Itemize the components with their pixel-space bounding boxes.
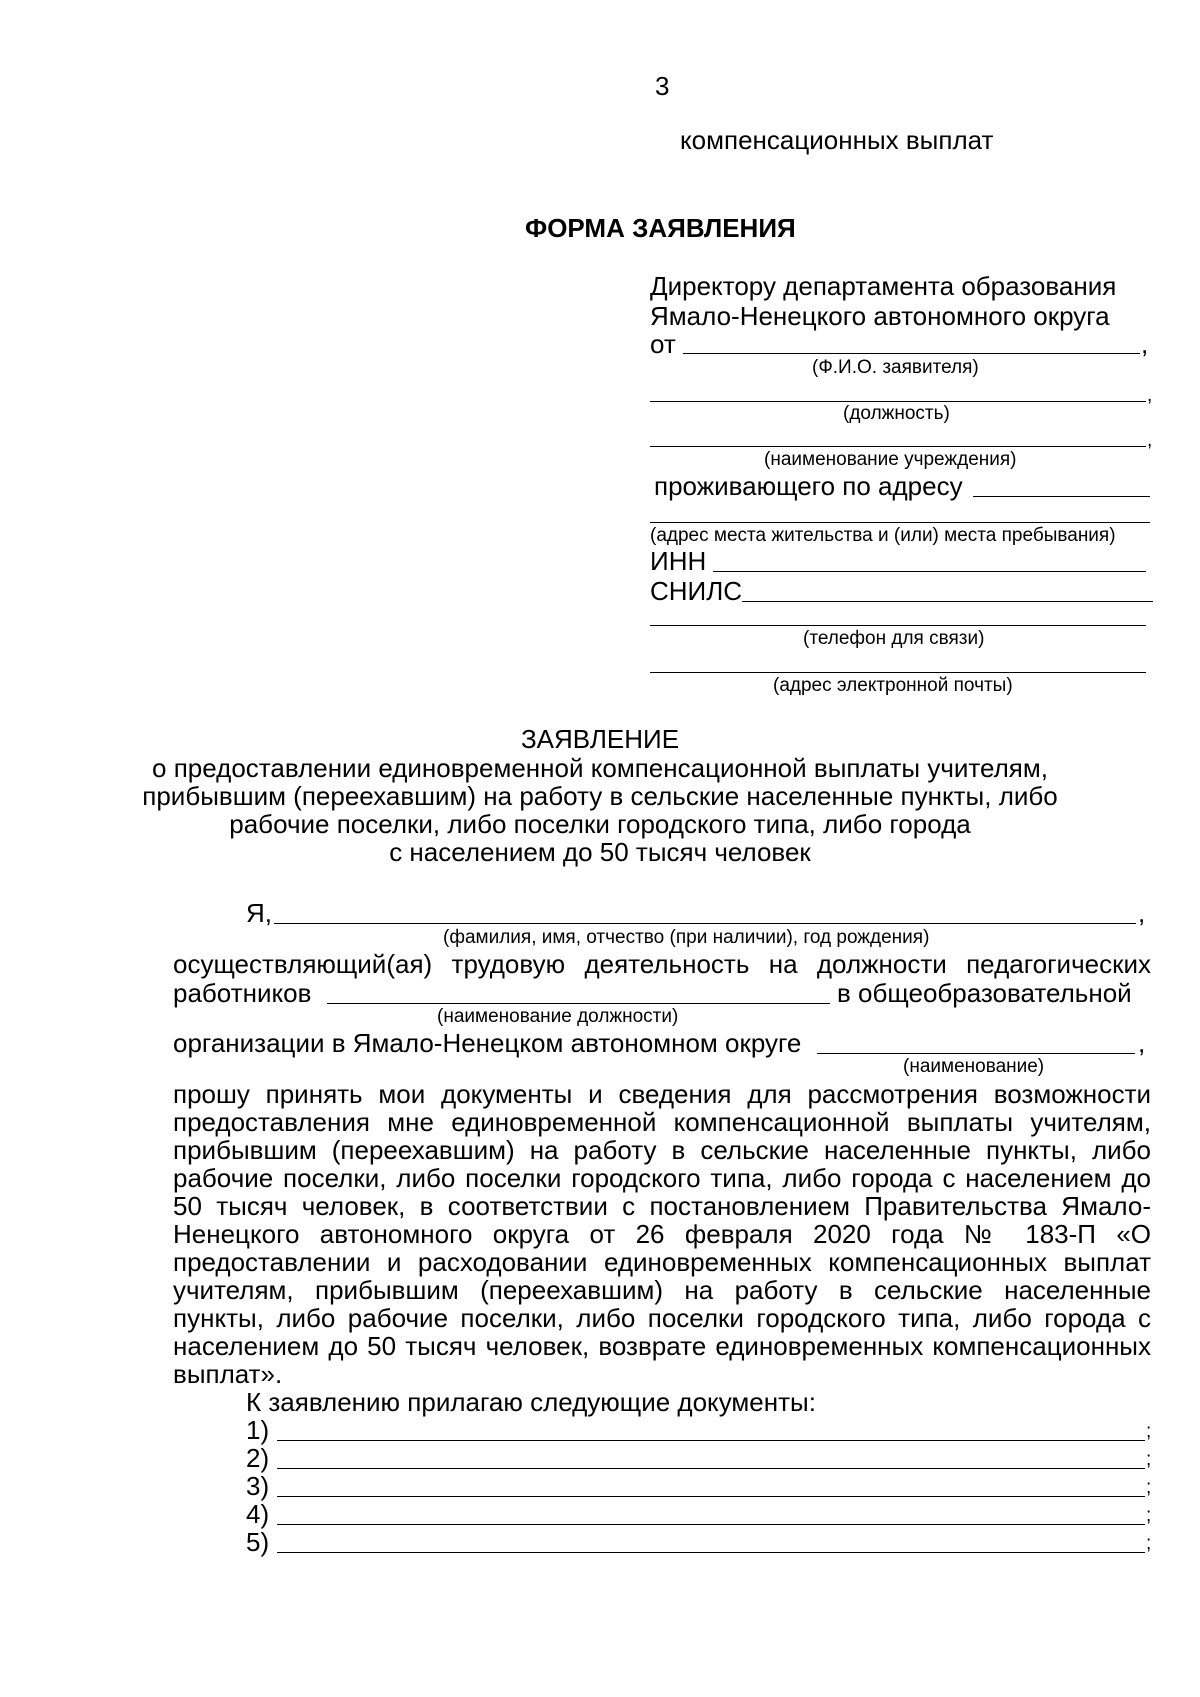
organization-name-hint: (наименование): [903, 1056, 1045, 1077]
request-line: 50 тысяч человек, в соответствии с постановлением Правительства Ямало-: [173, 1191, 1151, 1221]
addressee-line-2: Ямало-Ненецкого автономного округа: [650, 301, 1110, 331]
organization-comma: ,: [1138, 1028, 1146, 1058]
heading-tail: компенсационных выплат: [680, 125, 994, 155]
request-line: рабочие поселки, либо поселки городского типа, либо города с населением до: [173, 1163, 1151, 1193]
attachment-field-2[interactable]: [277, 1468, 1145, 1469]
applicant-institution-field[interactable]: [650, 446, 1146, 447]
applicant-fio-field[interactable]: [683, 353, 1140, 354]
applicant-position-field[interactable]: [650, 401, 1146, 402]
attachment-field-1[interactable]: [277, 1440, 1145, 1441]
request-line: населением до 50 тысяч человек, возврате единовременных компенсационных: [173, 1331, 1151, 1361]
attachment-field-3[interactable]: [277, 1496, 1145, 1497]
i-label: Я,: [246, 898, 272, 928]
address-field-2[interactable]: [650, 522, 1150, 523]
residing-label: проживающего по адресу: [654, 471, 963, 501]
position-hint: (должность): [843, 403, 950, 424]
request-line: Ненецкого автономного округа от 26 февраля 2020 года № 183-П «О: [173, 1219, 1151, 1249]
from-label: от: [650, 329, 676, 359]
request-line: предоставления мне единовременной компенсационной выплаты учителям,: [173, 1107, 1151, 1137]
phone-hint: (телефон для связи): [803, 628, 985, 649]
page-number: 3: [655, 71, 670, 101]
institution-comma: ,: [1147, 430, 1153, 451]
addressee-line-1: Директору департамента образования: [650, 271, 1117, 301]
statement-subtitle-line: о предоставлении единовременной компенсационной выплаты учителям,: [152, 753, 1048, 783]
workers-label: работников: [173, 978, 312, 1008]
attachment-semicolon: ;: [1146, 1477, 1152, 1498]
form-title: ФОРМА ЗАЯВЛЕНИЯ: [525, 213, 796, 243]
attachment-field-5[interactable]: [277, 1552, 1145, 1553]
attachment-number: 5): [246, 1527, 270, 1557]
position-comma: ,: [1147, 385, 1153, 406]
attachment-number: 2): [246, 1443, 270, 1473]
full-name-field[interactable]: [274, 923, 1136, 924]
attachment-semicolon: ;: [1146, 1533, 1152, 1554]
request-last-line: выплат».: [173, 1359, 283, 1389]
phone-field[interactable]: [650, 625, 1146, 626]
attachment-number: 1): [246, 1415, 270, 1445]
attachment-semicolon: ;: [1146, 1421, 1152, 1442]
organization-label: организации в Ямало-Ненецком автономном округе: [173, 1028, 802, 1058]
fio-hint: (Ф.И.О. заявителя): [812, 357, 979, 378]
email-field[interactable]: [650, 672, 1146, 673]
job-title-hint: (наименование должности): [437, 1006, 679, 1027]
request-line: предоставлении и расходовании единовременных компенсационных выплат: [173, 1247, 1151, 1277]
statement-title: ЗАЯВЛЕНИЕ: [520, 724, 680, 754]
attachment-field-4[interactable]: [277, 1524, 1145, 1525]
attachment-semicolon: ;: [1146, 1505, 1152, 1526]
attachment-number: 3): [246, 1471, 270, 1501]
statement-subtitle-line: с населением до 50 тысяч человек: [389, 837, 811, 867]
institution-hint: (наименование учреждения): [764, 449, 1017, 470]
request-line: пункты, либо рабочие поселки, либо поселки городского типа, либо города с: [173, 1303, 1151, 1333]
request-line: учителям, прибывшим (переехавшим) на работу в сельские населенные: [173, 1275, 1151, 1305]
attachment-semicolon: ;: [1146, 1449, 1152, 1470]
snils-label: СНИЛС: [650, 576, 743, 606]
address-field-1[interactable]: [973, 496, 1150, 497]
from-comma: ,: [1141, 329, 1149, 359]
organization-name-field[interactable]: [817, 1053, 1135, 1054]
attachment-number: 4): [246, 1499, 270, 1529]
address-hint: (адрес места жительства и (или) места пребывания): [650, 525, 1116, 546]
statement-subtitle-line: прибывшим (переехавшим) на работу в сельские населенные пункты, либо: [142, 781, 1058, 811]
request-line: прибывшим (переехавшим) на работу в сельские населенные пункты, либо: [173, 1135, 1151, 1165]
snils-field[interactable]: [742, 601, 1153, 602]
general-edu-label: в общеобразовательной: [837, 978, 1132, 1008]
email-hint: (адрес электронной почты): [773, 675, 1013, 696]
request-line: прошу принять мои документы и сведения для рассмотрения возможности: [173, 1079, 1151, 1109]
inn-field[interactable]: [713, 571, 1146, 572]
statement-subtitle-line: рабочие поселки, либо поселки городского типа, либо города: [229, 809, 971, 839]
attachments-intro: К заявлению прилагаю следующие документы:: [246, 1387, 816, 1417]
full-name-hint: (фамилия, имя, отчество (при наличии), год рождения): [443, 927, 930, 948]
inn-label: ИНН: [650, 546, 707, 576]
employment-line: осуществляющий(ая) трудовую деятельность на должности педагогических: [173, 949, 1151, 979]
job-title-field[interactable]: [327, 1003, 830, 1004]
full-name-comma: ,: [1138, 898, 1146, 928]
